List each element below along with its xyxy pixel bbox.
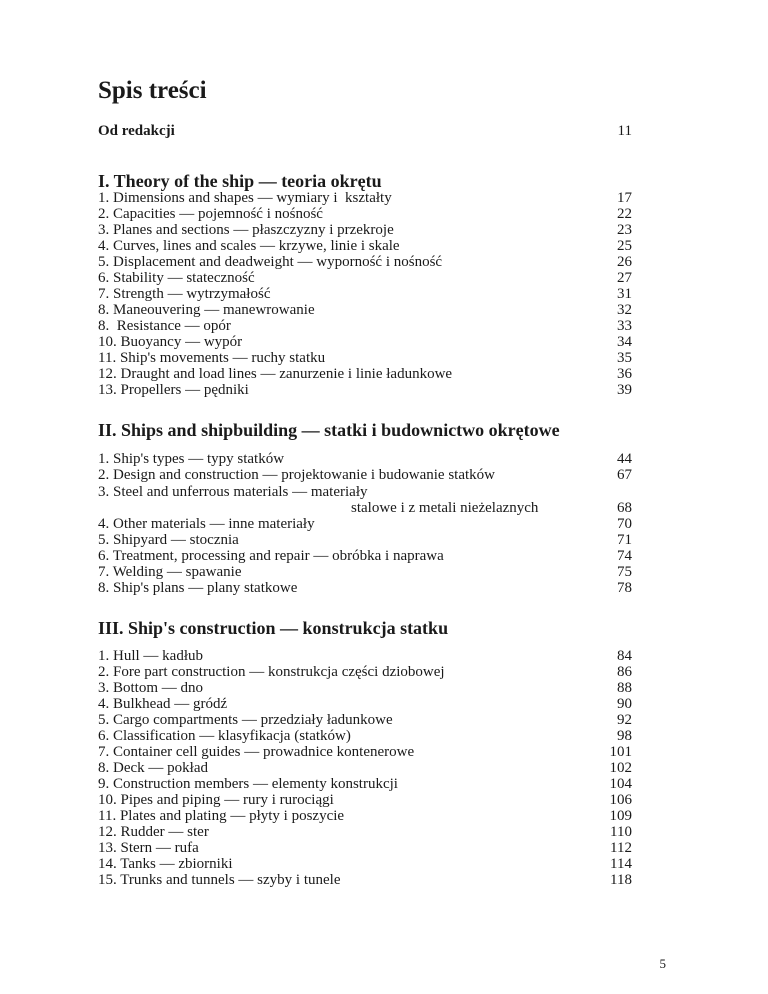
- entry-page: 70: [617, 516, 632, 532]
- entry-page: 86: [617, 664, 632, 680]
- entry-page: 92: [617, 712, 632, 728]
- entry-page: 118: [610, 872, 632, 888]
- entry-page: 98: [617, 728, 632, 744]
- entry-text: 5. Cargo compartments — przedziały ładunkowe: [98, 712, 393, 728]
- entry-text: 5. Displacement and deadweight — wyporność i nośność: [98, 254, 443, 270]
- toc-entry[interactable]: [98, 579, 632, 597]
- entry-page: 67: [617, 467, 632, 483]
- entry-text: 2. Fore part construction — konstrukcja części dziobowej: [98, 664, 445, 680]
- entry-text: 4. Bulkhead — gródź: [98, 696, 228, 712]
- entry-page: 110: [610, 824, 632, 840]
- entry-text: 10. Pipes and piping — rury i rurociągi: [98, 792, 334, 808]
- entry-text: 13. Propellers — pędniki: [98, 382, 249, 398]
- toc-entry[interactable]: [98, 871, 632, 889]
- entry-page: 31: [617, 286, 632, 302]
- entry-page: 25: [617, 238, 632, 254]
- entry-page: 88: [617, 680, 632, 696]
- intro-entry[interactable]: [98, 121, 632, 141]
- entry-text: 15. Trunks and tunnels — szyby i tunele: [98, 872, 341, 888]
- entry-page: 75: [617, 564, 632, 580]
- entry-text: 2. Capacities — pojemność i nośność: [98, 206, 323, 222]
- entry-page: 33: [617, 318, 632, 334]
- entry-page: 39: [617, 382, 632, 398]
- entry-page: 23: [617, 222, 632, 238]
- entry-page: 112: [610, 840, 632, 856]
- entry-page: 74: [617, 548, 632, 564]
- entry-text: 8. Resistance — opór: [98, 318, 231, 334]
- entry-page: 34: [617, 334, 632, 350]
- entry-page: 109: [609, 808, 632, 824]
- entry-text: 7. Welding — spawanie: [98, 564, 242, 580]
- entry-text: 10. Buoyancy — wypór: [98, 334, 243, 350]
- entry-page: 68: [617, 500, 632, 516]
- section-heading-2: II. Ships and shipbuilding — statki i budownictwo okrętowe: [98, 420, 560, 440]
- entry-text: 8. Maneouvering — manewrowanie: [98, 302, 315, 318]
- entry-text: 4. Other materials — inne materiały: [98, 516, 315, 532]
- section-heading-3: III. Ship's construction — konstrukcja statku: [98, 618, 449, 638]
- entry-page: 17: [617, 190, 632, 206]
- entry-text: 2. Design and construction — projektowanie i budowanie statków: [98, 467, 496, 483]
- entry-text: 1. Dimensions and shapes — wymiary i kształty: [98, 190, 392, 206]
- entry-text: 13. Stern — rufa: [98, 840, 199, 856]
- entry-page: 104: [609, 776, 632, 792]
- entry-page: 26: [617, 254, 632, 270]
- entry-text: 6. Treatment, processing and repair — obróbka i naprawa: [98, 548, 444, 564]
- entry-page: 32: [617, 302, 632, 318]
- entry-page: 106: [609, 792, 632, 808]
- intro-label: Od redakcji: [98, 123, 175, 139]
- entry-page: 78: [617, 580, 632, 596]
- intro-page-number: 11: [617, 123, 632, 139]
- entry-page: 102: [609, 760, 632, 776]
- entry-page: 44: [617, 451, 632, 467]
- entry-page: 36: [617, 366, 632, 382]
- entry-text: 12. Rudder — ster: [98, 824, 209, 840]
- page-title: Spis treści: [98, 77, 207, 104]
- entry-text: 7. Container cell guides — prowadnice kontenerowe: [98, 744, 415, 760]
- entry-page: 101: [609, 744, 632, 760]
- entry-page: 35: [617, 350, 632, 366]
- entry-text: 7. Strength — wytrzymałość: [98, 286, 271, 302]
- entry-page: 22: [617, 206, 632, 222]
- toc-entry[interactable]: [98, 466, 632, 484]
- entry-text: 11. Plates and plating — płyty i poszycie: [98, 808, 345, 824]
- entry-text: 1. Hull — kadłub: [98, 648, 203, 664]
- entry-page: 84: [617, 648, 632, 664]
- entry-text: 3. Planes and sections — płaszczyzny i przekroje: [98, 222, 394, 238]
- toc-entry[interactable]: [98, 381, 632, 399]
- entry-text: 4. Curves, lines and scales — krzywe, linie i skale: [98, 238, 400, 254]
- entry-text: stalowe i z metali nieżelaznych: [351, 500, 539, 516]
- entry-text: 6. Stability — stateczność: [98, 270, 255, 286]
- section-heading-1: I. Theory of the ship — teoria okrętu: [98, 171, 382, 191]
- entry-page: 27: [617, 270, 632, 286]
- entry-text: 3. Bottom — dno: [98, 680, 204, 696]
- entry-text: 5. Shipyard — stocznia: [98, 532, 239, 548]
- entry-page: 71: [617, 532, 632, 548]
- entry-text: 14. Tanks — zbiorniki: [98, 856, 233, 872]
- entry-text: 11. Ship's movements — ruchy statku: [98, 350, 326, 366]
- entry-text: 3. Steel and unferrous materials — materiały: [98, 484, 368, 500]
- entry-text: 6. Classification — klasyfikacja (statków): [98, 728, 351, 744]
- entry-text: 1. Ship's types — typy statków: [98, 451, 285, 467]
- page-number: 5: [659, 956, 666, 971]
- entry-text: 9. Construction members — elementy konstrukcji: [98, 776, 398, 792]
- entry-text: 8. Deck — pokład: [98, 760, 208, 776]
- entry-text: 12. Draught and load lines — zanurzenie i linie ładunkowe: [98, 366, 453, 382]
- entry-page: 90: [617, 696, 632, 712]
- entry-page: 114: [610, 856, 632, 872]
- entry-text: 8. Ship's plans — plany statkowe: [98, 580, 298, 596]
